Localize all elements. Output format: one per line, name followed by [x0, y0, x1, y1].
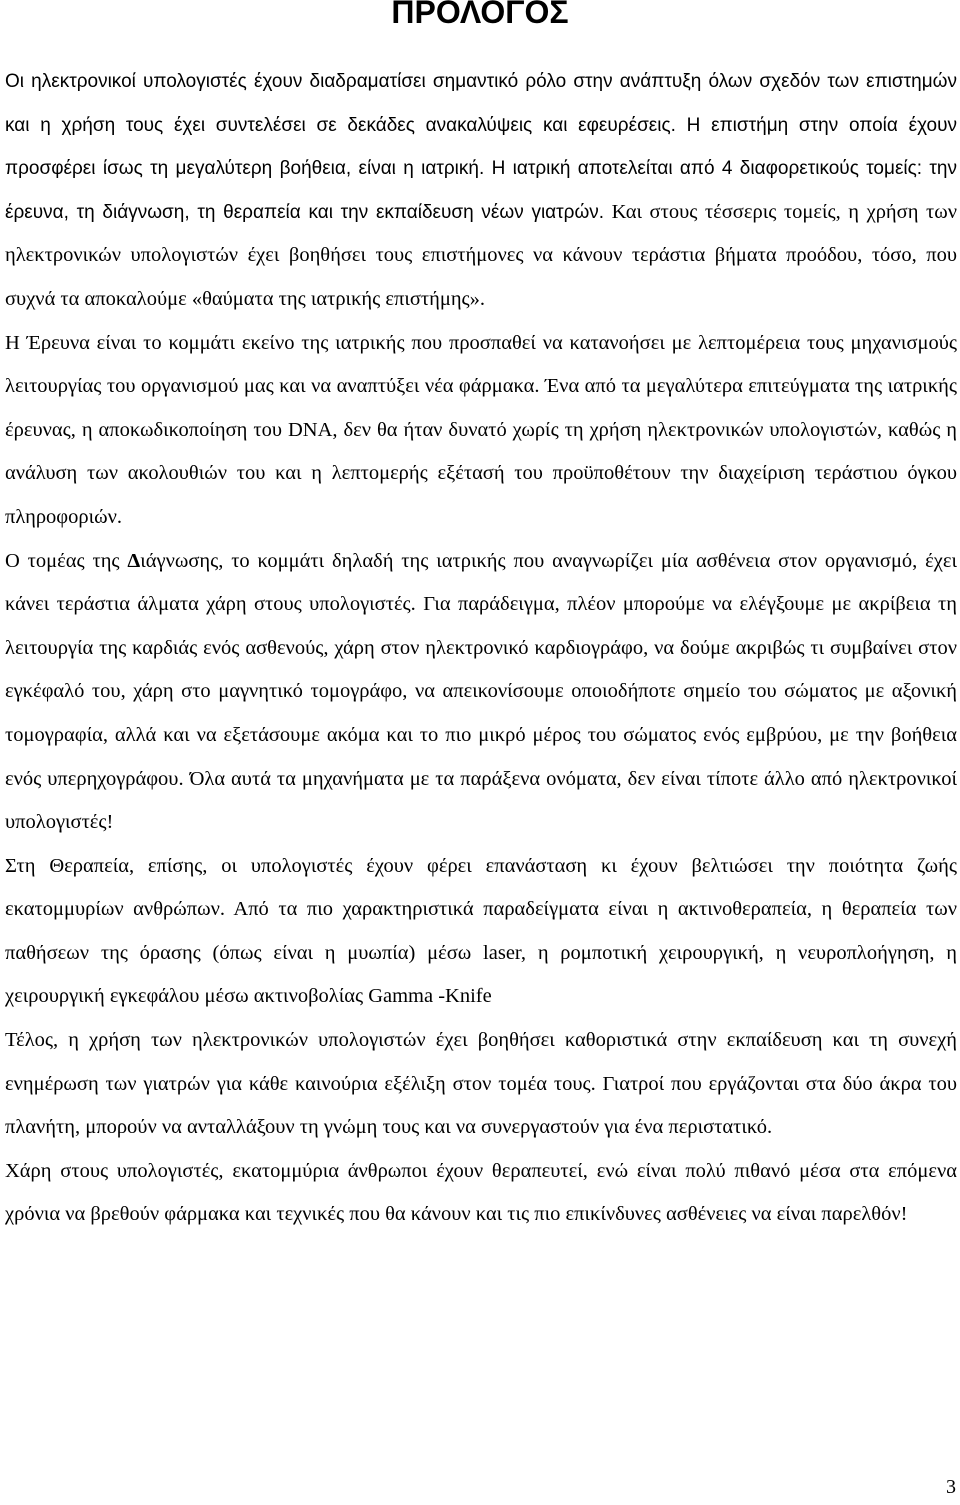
paragraph-conclusion: Χάρη στους υπολογιστές, εκατομμύρια άνθρωποι έχουν θεραπευτεί, ενώ είναι πολύ πιθανό μέσα στα επόμενα χρόνια να βρεθούν φάρμακα και τεχνικές που θα κάνουν και τις πιο επικίνδυνες ασθένειες να είναι παρελθόν!	[5, 1159, 957, 1226]
paragraph-intro-part-1: Οι ηλεκτρονικοί υπολογιστές έχουν διαδραματίσει σημαντικό ρόλο στην ανάπτυξη όλων σχεδόν των επιστημών και η χρήση τους έχει συντελέσει σε δεκάδες ανακαλύψεις και εφευρέσεις. Η επιστήμη στην οποία έχουν προσφέρει ίσως τη μεγαλύτερη βοήθεια, είναι η ιατρική. Η ιατρική αποτελείται από 4 διαφορετικούς τομείς: την έρευνα, τη διάγνωση, τη θεραπεία και την εκπαίδευση νέων γιατρών.	[5, 71, 957, 223]
paragraph-diagnosis-lead: Ο τομέας της	[5, 549, 128, 572]
paragraph-diagnosis-initial: Δ	[127, 549, 141, 572]
paragraph-therapy: Στη Θεραπεία, επίσης, οι υπολογιστές έχουν φέρει επανάσταση κι έχουν βελτιώσει την ποιότητα ζωής εκατομμυρίων ανθρώπων. Από τα πιο χαρακτηριστικά παραδείγματα είναι η ακτινοθεραπεία, η θεραπεία των παθήσεων της όρασης (όπως είναι η μυωπία) μέσω laser, η ρομποτική χειρουργική, η νευροπλοήγηση, η χειρουργική εγκεφάλου μέσω ακτινοβολίας Gamma -Knife	[5, 854, 957, 1008]
paragraph-intro	[5, 60, 957, 322]
paragraph-diagnosis-rest: ιάγνωσης, το κομμάτι δηλαδή της ιατρικής που αναγνωρίζει μία ασθένεια στον οργανισμό, έχει κάνει τεράστια άλματα χάρη στους υπολογιστές. Για παράδειγμα, πλέον μπορούμε να ελέγξουμε με ακρίβεια τη λειτουργία της καρδιάς ενός ασθενούς, χάρη στον ηλεκτρονικό καρδιογράφο, να δούμε ακριβώς τι συμβαίνει στον εγκέφαλό του, χάρη στο μαγνητικό τομογράφο, να απεικονίσουμε οποιοδήποτε σημείο του σώματος με αξονική τομογραφία, αλλά και να εξετάσουμε ακόμα και το πιο μικρό μέρος του σώματος ενός εμβρύου, με την βοήθεια ενός υπερηχογράφου. Όλα αυτά τα μηχανήματα με τα παράξενα ονόματα, δεν είναι τίποτε άλλο από ηλεκτρονικοί υπολογιστές!	[5, 549, 957, 834]
paragraph-research: Η Έρευνα είναι το κομμάτι εκείνο της ιατρικής που προσπαθεί να κατανοήσει με λεπτομέρεια τους μηχανισμούς λειτουργίας του οργανισμού μας και να αναπτύξει νέα φάρμακα. Ένα από τα μεγαλύτερα επιτεύγματα της ιατρικής έρευνας, η αποκωδικοποίηση του DNA, δεν θα ήταν δυνατό χωρίς τη χρήση ηλεκτρονικών υπολογιστών, καθώς η ανάλυση των ακολουθιών του και η λεπτομερής εξέτασή του προϋποθέτουν την διαχείριση τεράστιου όγκου πληροφοριών.	[5, 331, 957, 528]
page-title: ΠΡΟΛΟΓΟΣ	[391, 0, 569, 30]
page-number: 3	[946, 1476, 956, 1498]
paragraph-diagnosis	[5, 540, 957, 845]
document-body	[5, 60, 957, 1237]
paragraph-intro-part-2: Και στους τέσσερις τομείς, η χρήση των ηλεκτρονικών υπολογιστών έχει βοηθήσει τους επιστήμονες να κάνουν τεράστια βήματα προόδου, τόσο, που συχνά τα αποκαλούμε «θαύματα της ιατρικής επιστήμης».	[5, 200, 957, 310]
paragraph-education: Τέλος, η χρήση των ηλεκτρονικών υπολογιστών έχει βοηθήσει καθοριστικά στην εκπαίδευση και τη συνεχή ενημέρωση των γιατρών για κάθε καινούρια εξέλιξη στον τομέα τους. Γιατροί που εργάζονται στα δύο άκρα του πλανήτη, μπορούν να ανταλλάξουν τη γνώμη τους και να συνεργαστούν για ένα περιστατικό.	[5, 1029, 957, 1139]
